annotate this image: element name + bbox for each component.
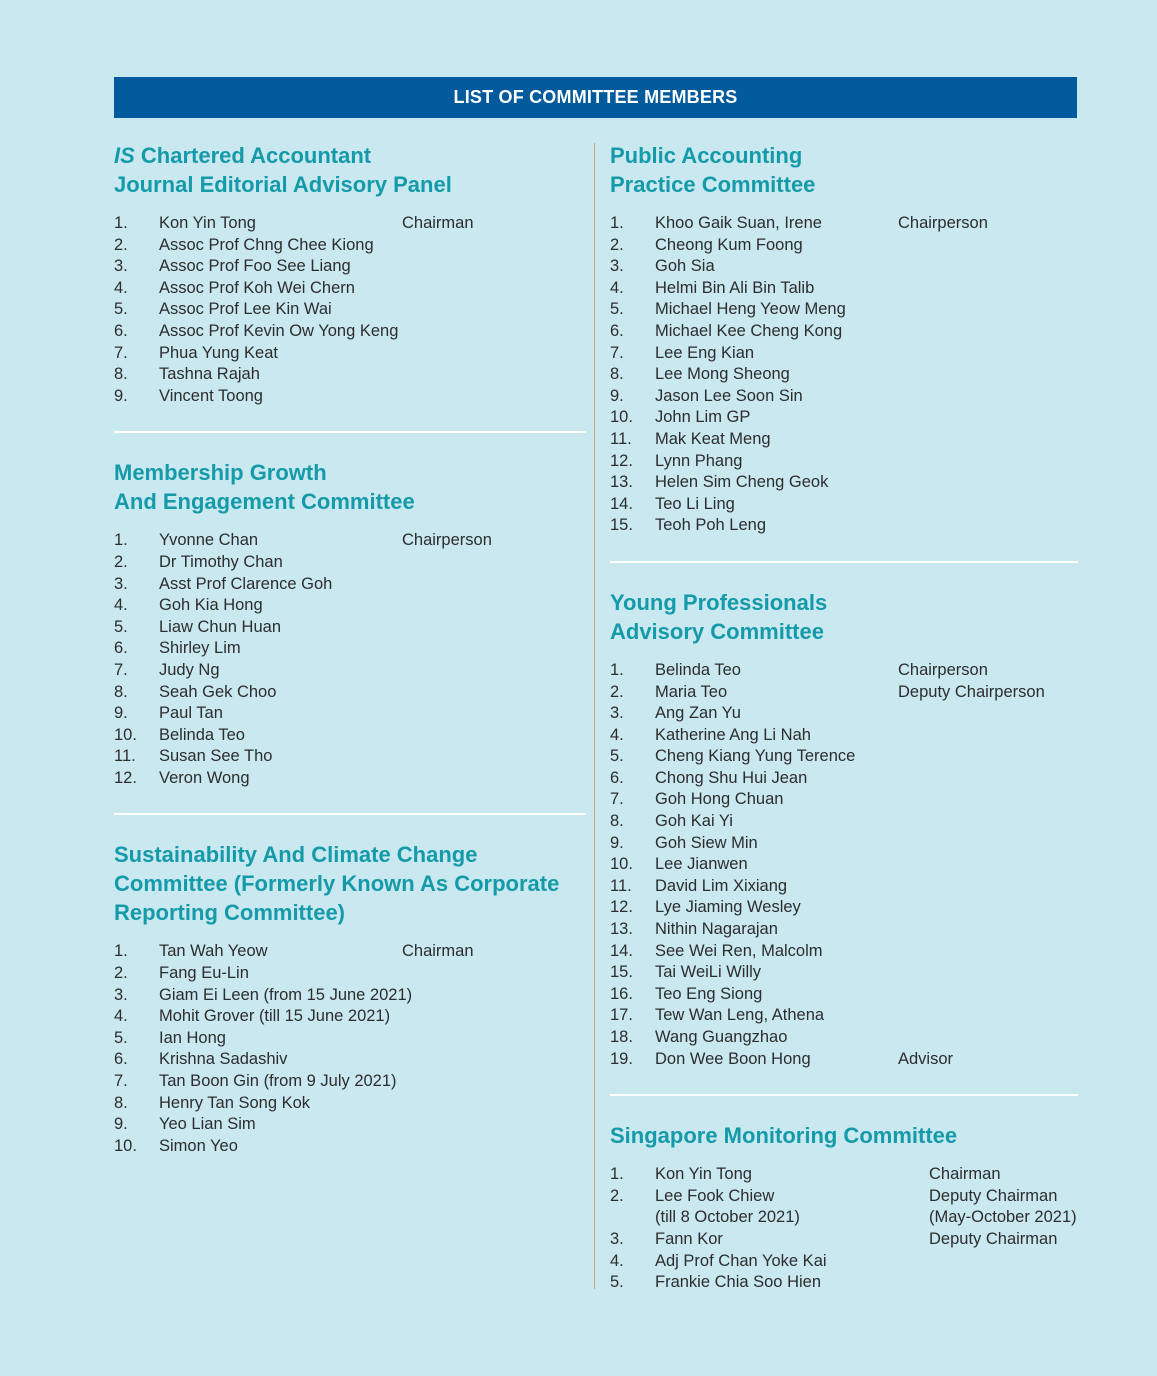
member-number: 3. [114, 574, 128, 593]
member-number: 9. [114, 1115, 128, 1134]
list-item [610, 746, 1078, 768]
list-item [610, 343, 1078, 365]
member-number: 2. [114, 235, 128, 254]
list-item [610, 1229, 1078, 1251]
member-name: Simon Yeo [159, 1136, 238, 1155]
list-item [114, 364, 586, 386]
member-number: 2. [114, 964, 128, 983]
list-item [114, 574, 586, 596]
member-name: Lee Mong Sheong [655, 365, 790, 384]
member-name: Maria Teo [655, 682, 728, 701]
member-name: Yeo Lian Sim [159, 1115, 256, 1134]
member-role: Chairperson [898, 660, 988, 679]
right-column [610, 141, 1078, 1294]
member-name: Goh Kia Hong [159, 596, 263, 615]
member-name: Assoc Prof Kevin Ow Yong Keng [159, 321, 399, 340]
member-name: Teo Eng Siong [655, 984, 763, 1003]
member-number: 7. [610, 790, 624, 809]
list-item [114, 1093, 586, 1115]
member-number: 1. [114, 214, 128, 232]
member-number: 3. [610, 1229, 624, 1248]
member-number: 19. [610, 1049, 633, 1068]
member-name: Helen Sim Cheng Geok [655, 473, 829, 492]
member-name: Cheong Kum Foong [655, 235, 803, 254]
member-role: Chairman [402, 214, 474, 232]
member-number: 2. [610, 1186, 624, 1205]
list-item [610, 235, 1078, 257]
section-divider [610, 561, 1078, 563]
member-number: 11. [114, 747, 136, 766]
member-name: Tan Wah Yeow [159, 942, 268, 961]
list-item [610, 682, 1078, 704]
member-number: 14. [610, 941, 633, 960]
member-number: 5. [114, 300, 128, 319]
young-professionals-section [610, 588, 1078, 1070]
member-name: Liaw Chun Huan [159, 617, 281, 636]
section-divider [610, 1094, 1078, 1096]
member-number: 10. [114, 725, 137, 744]
editorial-panel-members [114, 213, 586, 407]
member-name: See Wei Ren, Malcolm [655, 941, 823, 960]
member-name: Nithin Nagarajan [655, 920, 778, 939]
member-number: 9. [114, 386, 128, 405]
list-item [114, 963, 586, 985]
list-item [610, 515, 1078, 537]
member-role: Chairman [929, 1165, 1001, 1184]
member-number: 2. [610, 235, 624, 254]
member-number: 4. [114, 278, 128, 297]
member-name: Giam Ei Leen (from 15 June 2021) [159, 985, 413, 1004]
member-name: Goh Hong Chuan [655, 790, 784, 809]
member-number: 12. [610, 451, 633, 470]
member-name: Fann Kor [655, 1229, 723, 1248]
list-item [114, 213, 586, 235]
member-name: Jason Lee Soon Sin [655, 386, 803, 405]
member-name: Fang Eu-Lin [159, 964, 249, 983]
member-number: 6. [610, 321, 624, 340]
list-item [114, 1114, 586, 1136]
member-name: Krishna Sadashiv [159, 1050, 288, 1069]
membership-committee-members [114, 530, 586, 789]
sustainability-committee-members [114, 941, 586, 1157]
member-name: Paul Tan [159, 704, 223, 723]
section-divider [114, 813, 586, 815]
member-name: Don Wee Boon Hong [655, 1049, 811, 1068]
member-number: 11. [610, 429, 632, 448]
list-item [610, 725, 1078, 747]
member-name: Henry Tan Song Kok [159, 1093, 311, 1112]
list-item [114, 617, 586, 639]
list-item [610, 472, 1078, 494]
member-number: 5. [610, 300, 624, 319]
member-number: 7. [114, 343, 128, 362]
list-item [114, 1028, 586, 1050]
member-name: Yvonne Chan [159, 531, 259, 550]
list-item [610, 919, 1078, 941]
member-role: Chairperson [898, 214, 988, 232]
member-name: Lee Fook Chiew [655, 1186, 775, 1205]
member-name: Khoo Gaik Suan, Irene [655, 214, 822, 232]
member-number: 7. [610, 343, 624, 362]
member-name: Assoc Prof Koh Wei Chern [159, 278, 355, 297]
list-item [114, 595, 586, 617]
list-item [610, 364, 1078, 386]
list-item [610, 941, 1078, 963]
list-item [610, 451, 1078, 473]
member-number: 16. [610, 984, 633, 1003]
member-name: Kon Yin Tong [159, 214, 256, 232]
list-item [610, 299, 1078, 321]
member-number: 13. [610, 473, 633, 492]
member-number: 15. [610, 516, 633, 535]
list-item [610, 703, 1078, 725]
list-item [114, 660, 586, 682]
list-item [610, 321, 1078, 343]
membership-committee-section [114, 458, 586, 789]
member-name: Lye Jiaming Wesley [655, 898, 801, 917]
member-number: 9. [610, 386, 624, 405]
member-number: 7. [114, 1072, 128, 1091]
member-name: Ang Zan Yu [655, 704, 741, 723]
member-number: 4. [610, 278, 624, 297]
member-name: Asst Prof Clarence Goh [159, 574, 333, 593]
member-role: Advisor [898, 1049, 954, 1068]
member-name: Vincent Toong [159, 386, 263, 405]
list-item [114, 746, 586, 768]
member-name: Seah Gek Choo [159, 682, 277, 701]
member-name: Tan Boon Gin (from 9 July 2021) [159, 1072, 397, 1091]
list-item [114, 552, 586, 574]
member-role: (May-October 2021) [929, 1208, 1077, 1227]
member-number: 3. [114, 257, 128, 276]
member-number: 4. [610, 1251, 624, 1270]
list-item [114, 941, 586, 963]
member-number: 5. [610, 1273, 624, 1292]
member-number: 1. [610, 214, 624, 232]
member-name: Michael Kee Cheng Kong [655, 321, 843, 340]
member-number: 4. [114, 1007, 128, 1026]
member-number: 9. [610, 833, 624, 852]
list-item [610, 768, 1078, 790]
section-divider [114, 431, 586, 433]
member-name: Katherine Ang Li Nah [655, 725, 811, 744]
member-name: Ian Hong [159, 1028, 226, 1047]
member-name: Michael Heng Yeow Meng [655, 300, 846, 319]
monitoring-committee-members [610, 1164, 1078, 1294]
member-number: 4. [610, 725, 624, 744]
member-number: 4. [114, 596, 128, 615]
member-number: 6. [114, 321, 128, 340]
editorial-panel-title: IS Chartered Accountant Journal Editorial Advisory Panel [114, 143, 452, 197]
member-name: Tashna Rajah [159, 365, 260, 384]
sustainability-committee-title: Sustainability And Climate Change Committee (Formerly Known As Corporate Reporting Committee) [114, 842, 560, 926]
list-item [114, 256, 586, 278]
member-name: Belinda Teo [159, 725, 245, 744]
list-item [610, 833, 1078, 855]
member-name: Chong Shu Hui Jean [655, 768, 808, 787]
member-name: Lee Eng Kian [655, 343, 755, 362]
member-number: 5. [114, 617, 128, 636]
member-number: 8. [114, 1093, 128, 1112]
list-item [610, 897, 1078, 919]
member-name: Cheng Kiang Yung Terence [655, 747, 856, 766]
monitoring-committee-section [610, 1121, 1078, 1294]
member-number: 5. [610, 747, 624, 766]
list-item [114, 682, 586, 704]
member-number: 1. [610, 660, 624, 679]
member-number: 10. [610, 408, 633, 427]
member-number: 6. [114, 1050, 128, 1069]
member-name: Teoh Poh Leng [655, 516, 767, 535]
list-item [114, 321, 586, 343]
member-number: 3. [610, 704, 624, 723]
list-item [114, 638, 586, 660]
member-number: 6. [114, 639, 128, 658]
list-item [610, 1186, 1078, 1208]
member-name: Adj Prof Chan Yoke Kai [655, 1251, 827, 1270]
member-number: 10. [610, 855, 633, 874]
member-name: Assoc Prof Lee Kin Wai [159, 300, 332, 319]
member-name: Shirley Lim [159, 639, 241, 658]
member-name: Frankie Chia Soo Hien [655, 1273, 821, 1292]
member-name: Belinda Teo [655, 660, 741, 679]
list-item [114, 530, 586, 552]
public-accounting-title: Public Accounting Practice Committee [610, 143, 816, 197]
list-item [114, 1136, 586, 1158]
list-item [114, 299, 586, 321]
member-name: Mohit Grover (till 15 June 2021) [159, 1007, 391, 1026]
member-name: Goh Siew Min [655, 833, 758, 852]
list-item [610, 660, 1078, 682]
list-item [610, 429, 1078, 451]
list-item [610, 494, 1078, 516]
member-name: Lynn Phang [655, 451, 743, 470]
member-name: (till 8 October 2021) [655, 1208, 800, 1227]
monitoring-committee-title: Singapore Monitoring Committee [610, 1123, 958, 1149]
member-number: 5. [114, 1028, 128, 1047]
list-item [610, 789, 1078, 811]
member-name: Goh Sia [655, 257, 715, 276]
list-item [610, 1251, 1078, 1273]
public-accounting-members [610, 213, 1078, 537]
member-name: Assoc Prof Foo See Liang [159, 257, 351, 276]
editorial-panel-section [114, 141, 586, 407]
member-number: 17. [610, 1006, 633, 1025]
list-item [610, 213, 1078, 235]
member-role: Chairperson [402, 531, 492, 550]
member-role: Deputy Chairman [929, 1229, 1058, 1248]
list-item [114, 725, 586, 747]
sustainability-committee-section [114, 840, 586, 1157]
member-name: Helmi Bin Ali Bin Talib [655, 278, 815, 297]
list-item [610, 1164, 1078, 1186]
member-name: Phua Yung Keat [159, 343, 278, 362]
list-item [610, 962, 1078, 984]
list-item [610, 811, 1078, 833]
member-name: Kon Yin Tong [655, 1165, 752, 1184]
member-number: 12. [114, 768, 137, 787]
list-item [610, 1207, 1078, 1229]
member-number: 8. [114, 365, 128, 384]
member-number: 18. [610, 1028, 633, 1046]
left-column [114, 141, 586, 1157]
member-number: 1. [114, 942, 128, 961]
member-number: 2. [114, 552, 128, 571]
member-name: Tai WeiLi Willy [655, 963, 762, 982]
member-number: 11. [610, 876, 632, 895]
member-number: 8. [114, 682, 128, 701]
list-item [610, 1272, 1078, 1294]
list-item [114, 703, 586, 725]
list-item [114, 386, 586, 408]
member-role: Deputy Chairman [929, 1186, 1058, 1205]
list-item [610, 256, 1078, 278]
list-item [610, 407, 1078, 429]
column-divider [594, 143, 595, 1289]
young-professionals-members [610, 660, 1078, 1070]
member-name: Assoc Prof Chng Chee Kiong [159, 235, 374, 254]
member-number: 9. [114, 704, 128, 723]
list-item [610, 1049, 1078, 1071]
page-title-banner [114, 77, 1077, 118]
member-name: Teo Li Ling [655, 494, 735, 513]
member-number: 15. [610, 963, 633, 982]
list-item [114, 278, 586, 300]
list-item [114, 343, 586, 365]
member-name: John Lim GP [655, 408, 751, 427]
member-role: Chairman [402, 942, 474, 961]
member-name: Veron Wong [159, 768, 250, 787]
public-accounting-section [610, 141, 1078, 537]
list-item [610, 1027, 1078, 1049]
list-item [114, 985, 586, 1007]
membership-committee-title: Membership Growth And Engagement Committee [114, 460, 415, 515]
list-item [114, 1049, 586, 1071]
member-number: 1. [610, 1165, 624, 1184]
member-name: Lee Jianwen [655, 855, 748, 874]
list-item [114, 235, 586, 257]
member-number: 12. [610, 898, 633, 917]
member-number: 10. [114, 1136, 137, 1155]
member-role: Deputy Chairperson [898, 682, 1045, 701]
member-number: 14. [610, 494, 633, 513]
member-number: 1. [114, 531, 128, 550]
member-number: 2. [610, 682, 624, 701]
member-name: Mak Keat Meng [655, 429, 771, 448]
list-item [114, 768, 586, 790]
member-name: Susan See Tho [159, 747, 273, 766]
member-number: 7. [114, 660, 128, 679]
member-name: Goh Kai Yi [655, 812, 733, 831]
member-name: Tew Wan Leng, Athena [655, 1006, 825, 1025]
member-number: 3. [610, 257, 624, 276]
young-professionals-title: Young Professionals Advisory Committee [610, 589, 828, 644]
list-item [610, 278, 1078, 300]
member-number: 8. [610, 812, 624, 831]
page-title: LIST OF COMMITTEE MEMBERS [453, 87, 738, 107]
list-item [610, 386, 1078, 408]
member-name: Wang Guangzhao [655, 1028, 788, 1046]
member-name: Judy Ng [159, 660, 220, 679]
member-name: David Lim Xixiang [655, 876, 788, 895]
member-number: 13. [610, 920, 633, 939]
list-item [610, 984, 1078, 1006]
member-number: 3. [114, 985, 128, 1004]
list-item [114, 1006, 586, 1028]
list-item [610, 854, 1078, 876]
list-item [610, 1005, 1078, 1027]
member-number: 8. [610, 365, 624, 384]
list-item [610, 876, 1078, 898]
list-item [114, 1071, 586, 1093]
member-number: 6. [610, 768, 624, 787]
member-name: Dr Timothy Chan [159, 552, 283, 571]
